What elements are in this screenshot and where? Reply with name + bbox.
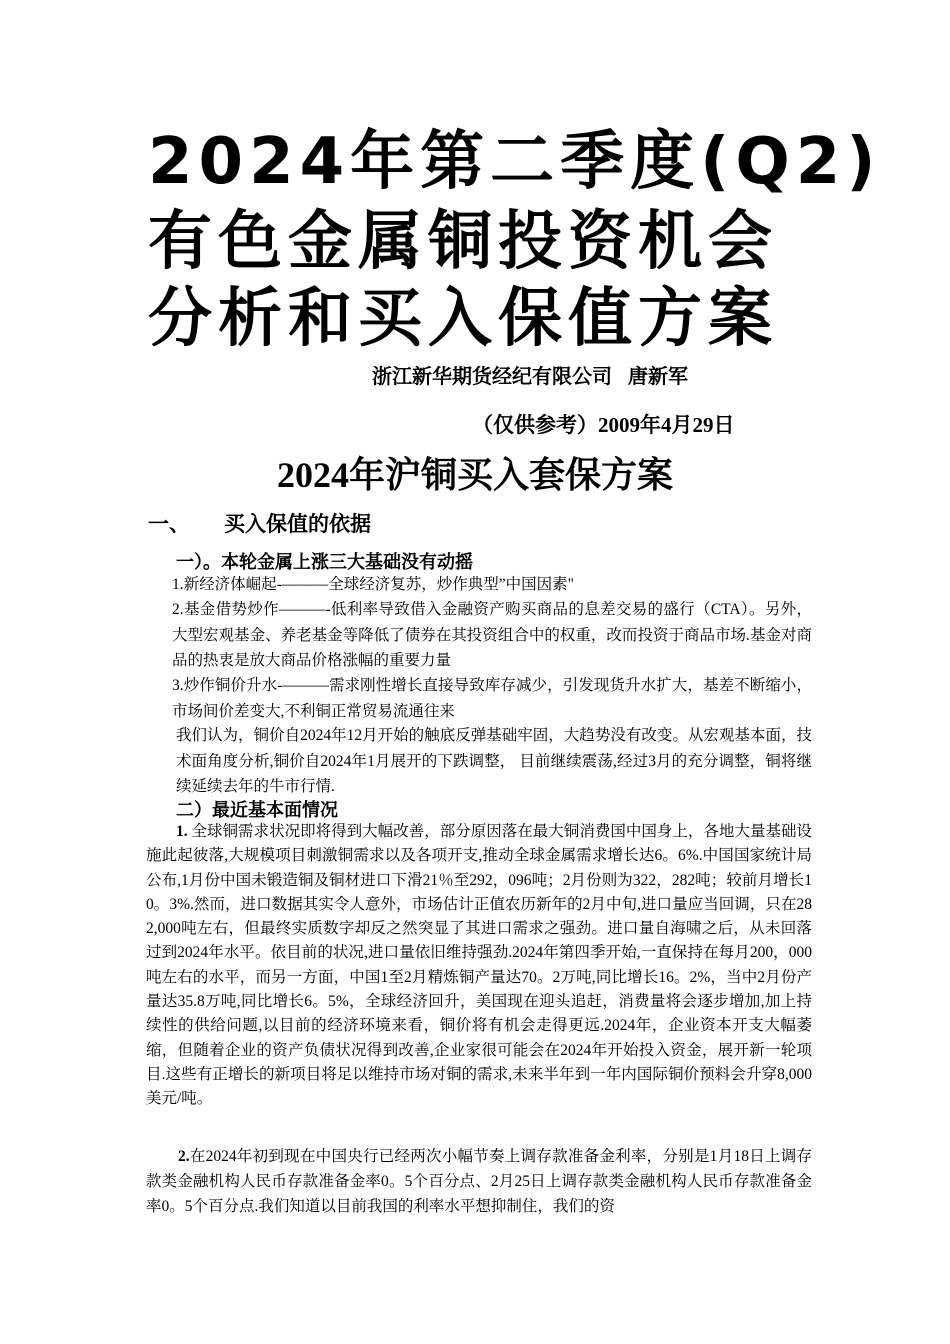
subsection-1-item-3: 3.炒作铜价升水-———需求刚性增长直接导致库存减少，引发现货升水扩大，基差不断缩小，市场间价差变大,不利铜正常贸易流通往来	[172, 677, 812, 720]
paragraph-1-number: 1.	[176, 823, 188, 840]
date-note: （仅供参考）2009年4月29日	[472, 413, 735, 437]
subsection-2-paragraph-1	[146, 820, 812, 1112]
author-line	[372, 360, 688, 389]
section-1-heading	[148, 508, 371, 538]
document-title-line-2: 有色金属铜投资机会	[148, 205, 778, 279]
paragraph-1-text: 全球铜需求状况即将得到大幅改善，部分原因落在最大铜消费国中国身上，各地大量基础设施此起彼落,大规模项目刺激铜需求以及各项开支,推动全球金属需求增长达6。6%.中国国家统计局公布,1月份中国未锻造铜及铜材进口下滑21％至292，096吨；2月份则为322，282吨；较前月增长10。3%.然而，进口数据其实令人意外，市场估计正值农历新年的2月中旬,进口量应当回调，只在282,000吨左右，但最终实质数字却反之然突显了其进口需求之强劲。进口量自海啸之后，从未回落过到2024年水平。依目前的状况,进口量依旧维持强劲.2024年第四季开始,一直保持在每月200，000吨左右的水平，而另一方面，中国1至2月精炼铜产量达70。2万吨,同比增长16。2%，当中2月份产量达35.8万吨,同比增长6。5%，全球经济回升，美国现在迎头追赶，消费量将会逐步增加,加上持续性的供给问题,以目前的经济环境来看，铜价将有机会走得更远.2024年，企业资本开支大幅萎缩，但随着企业的资产负债状况得到改善,企业家很可能会在2024年开始投入资金，展开新一轮项目.这些有正增长的新项目将足以维持市场对铜的需求,未来半年到一年内国际铜价预料会升穿8,000美元/吨。	[146, 823, 812, 1108]
section-1-title: 买入保值的依据	[224, 512, 371, 536]
subsection-1-heading: 一）。本轮金属上涨三大基础没有动摇	[176, 552, 473, 573]
section-1-number: 一、	[148, 512, 190, 536]
author-name: 唐新军	[628, 364, 688, 388]
document-title-line-3: 分析和买入保值方案	[148, 282, 778, 356]
plan-title: 2024年沪铜买入套保方案	[276, 455, 673, 495]
document-title-line-1: 2024年第二季度(Q2)	[148, 125, 882, 199]
paragraph-2-text: 在2024年初到现在中国央行已经两次小幅节奏上调存款准备金利率，分别是1月18日上调存款类金融机构人民币存款准备金率0。5个百分点、2月25日上调存款类金融机构人民币存款准备金率0。5个百分点.我们知道以目前我国的利率水平想抑制住，我们的资	[146, 1148, 812, 1215]
subsection-1-conclusion: 我们认为，铜价自2024年12月开始的触底反弹基础牢固，大趋势没有改变。从宏观基本面，技术面角度分析,铜价自2024年1月展开的下跌调整， 目前继续震荡,经过3月的充分调整，铜将继续延续去年的牛市行情.	[176, 727, 812, 795]
subsection-1-item-2: 2.基金借势炒作———-低利率导致借入金融资产购买商品的息差交易的盛行（CTA）。另外，大型宏观基金、养老基金等降低了债券在其投资组合中的权重，改而投资于商品市场.基金对商品的热衷是放大商品价格涨幅的重要力量	[172, 601, 812, 669]
subsection-2-heading: 二）最近基本面情况	[176, 800, 338, 821]
subsection-1-item-1: 1.新经济体崛起-———全球经济复苏，炒作典型”中国因素"	[172, 576, 574, 593]
company-name: 浙江新华期货经纪有限公司	[372, 364, 612, 388]
paragraph-2-number: 2.	[178, 1148, 190, 1165]
subsection-2-paragraph-2	[146, 1144, 812, 1219]
